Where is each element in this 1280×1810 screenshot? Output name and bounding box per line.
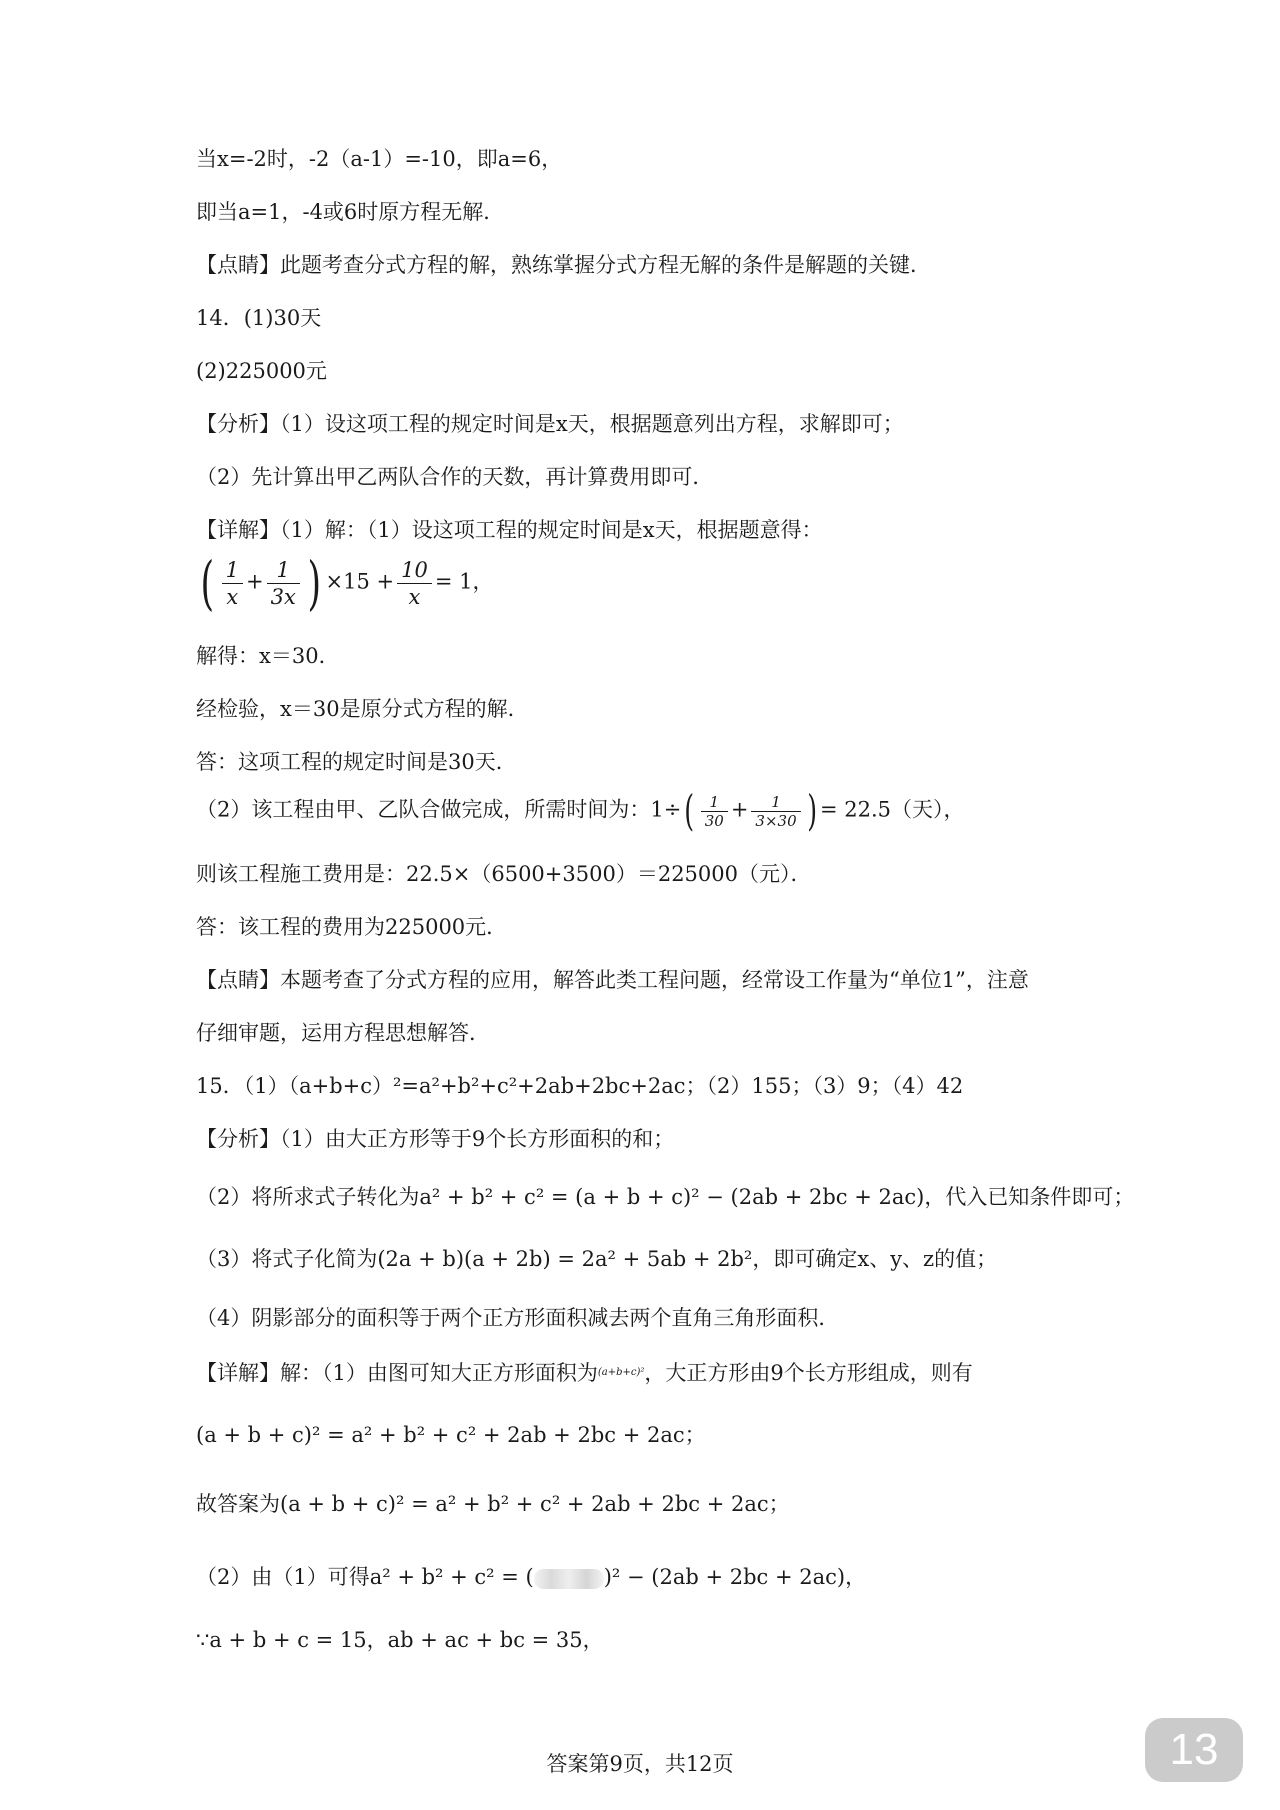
fraction	[397, 557, 432, 610]
numerator: 10	[397, 557, 432, 584]
text-segment: 【详解】解：（1）由图可知大正方形面积为	[196, 1361, 598, 1385]
page-footer: 答案第9页，共12页	[546, 1752, 734, 1776]
paren: )	[307, 549, 321, 617]
denominator: x	[408, 584, 421, 609]
text-line: 答：这项工程的规定时间是30天．	[196, 750, 517, 774]
text-segment: ，大正方形由9个长方形组成，则有	[644, 1361, 973, 1385]
text-line: 当x=-2时，-2（a-1）=-10，即a=6，	[196, 147, 563, 171]
numerator: 1	[701, 793, 728, 812]
operator: ×15 +	[325, 569, 395, 594]
text-segment: （2）由（1）可得a² + b² + c² = (	[196, 1565, 534, 1589]
operator: +	[730, 797, 749, 822]
text-line: 【分析】（1）由大正方形等于9个长方形面积的和；	[196, 1127, 675, 1151]
equation-prefix: （2）该工程由甲、乙队合做完成，所需时间为：1÷	[196, 797, 682, 822]
denominator: 3×30	[755, 811, 797, 830]
text-segment: )² − (2ab + 2bc + 2ac)，	[603, 1565, 867, 1589]
text-line: 仔细审题，运用方程思想解答．	[196, 1021, 490, 1045]
text-line: 【点睛】本题考查了分式方程的应用，解答此类工程问题，经常设工作量为“单位1”，注意	[196, 968, 1029, 992]
equation-2	[196, 786, 965, 835]
text-line: （2）先计算出甲乙两队合作的天数，再计算费用即可．	[196, 465, 714, 489]
fraction	[222, 557, 243, 610]
page-number-badge[interactable]: 13	[1145, 1718, 1243, 1782]
text-line: 答：该工程的费用为225000元．	[196, 915, 508, 939]
paren: (	[684, 786, 695, 835]
equation-tail: = 1，	[434, 569, 494, 594]
text-line: 解得：x＝30．	[196, 644, 340, 668]
text-line: 【点睛】此题考查分式方程的解，熟练掌握分式方程无解的条件是解题的关键．	[196, 253, 931, 277]
equation-tail: = 22.5（天），	[820, 797, 965, 822]
denominator: 3x	[270, 584, 296, 609]
numerator: 1	[222, 557, 243, 584]
question-14-answer-1: 14．(1)30天	[196, 306, 322, 330]
blurred-region	[534, 1569, 604, 1589]
denominator: x	[226, 584, 239, 609]
text-line: 经检验，x＝30是原分式方程的解．	[196, 697, 529, 721]
formula-line: 故答案为(a + b + c)² = a² + b² + c² + 2ab + 2bc + 2ac；	[196, 1492, 790, 1516]
operator: +	[246, 569, 264, 594]
numerator: 1	[267, 557, 300, 584]
question-15-answer: 15．（1）（a+b+c）²=a²+b²+c²+2ab+2bc+2ac；（2）155；（3）9；（4）42	[196, 1074, 964, 1098]
text-line: 即当a=1，-4或6时原方程无解．	[196, 200, 505, 224]
paren: (	[200, 549, 215, 617]
paren: )	[806, 786, 817, 835]
text-line: （3）将式子化简为(2a + b)(a + 2b) = 2a² + 5ab + 2b²，即可确定x、y、z的值；	[196, 1247, 998, 1271]
formula-line	[196, 1563, 866, 1591]
fraction	[701, 793, 728, 830]
numerator: 1	[751, 793, 800, 812]
fraction	[751, 793, 800, 830]
question-14-answer-2: (2)225000元	[196, 359, 327, 383]
text-line: 【分析】（1）设这项工程的规定时间是x天，根据题意列出方程，求解即可；	[196, 412, 904, 436]
formula-line: ∵a + b + c = 15，ab + ac + bc = 35，	[196, 1628, 604, 1652]
text-line: （2）将所求式子转化为a² + b² + c² = (a + b + c)² − (2ab + 2bc + 2ac)，代入已知条件即可；	[196, 1185, 1135, 1209]
denominator: 30	[704, 811, 724, 830]
text-line	[196, 1359, 973, 1387]
fraction	[267, 557, 300, 610]
small-formula: (a+b+c)²	[597, 1367, 645, 1378]
equation-1	[196, 549, 494, 617]
formula-line: (a + b + c)² = a² + b² + c² + 2ab + 2bc + 2ac；	[196, 1423, 706, 1447]
text-line: （4）阴影部分的面积等于两个正方形面积减去两个直角三角形面积．	[196, 1306, 840, 1330]
text-line: 【详解】（1）解：（1）设这项工程的规定时间是x天，根据题意得：	[196, 518, 823, 542]
text-line: 则该工程施工费用是：22.5×（6500+3500）＝225000（元）．	[196, 862, 812, 886]
